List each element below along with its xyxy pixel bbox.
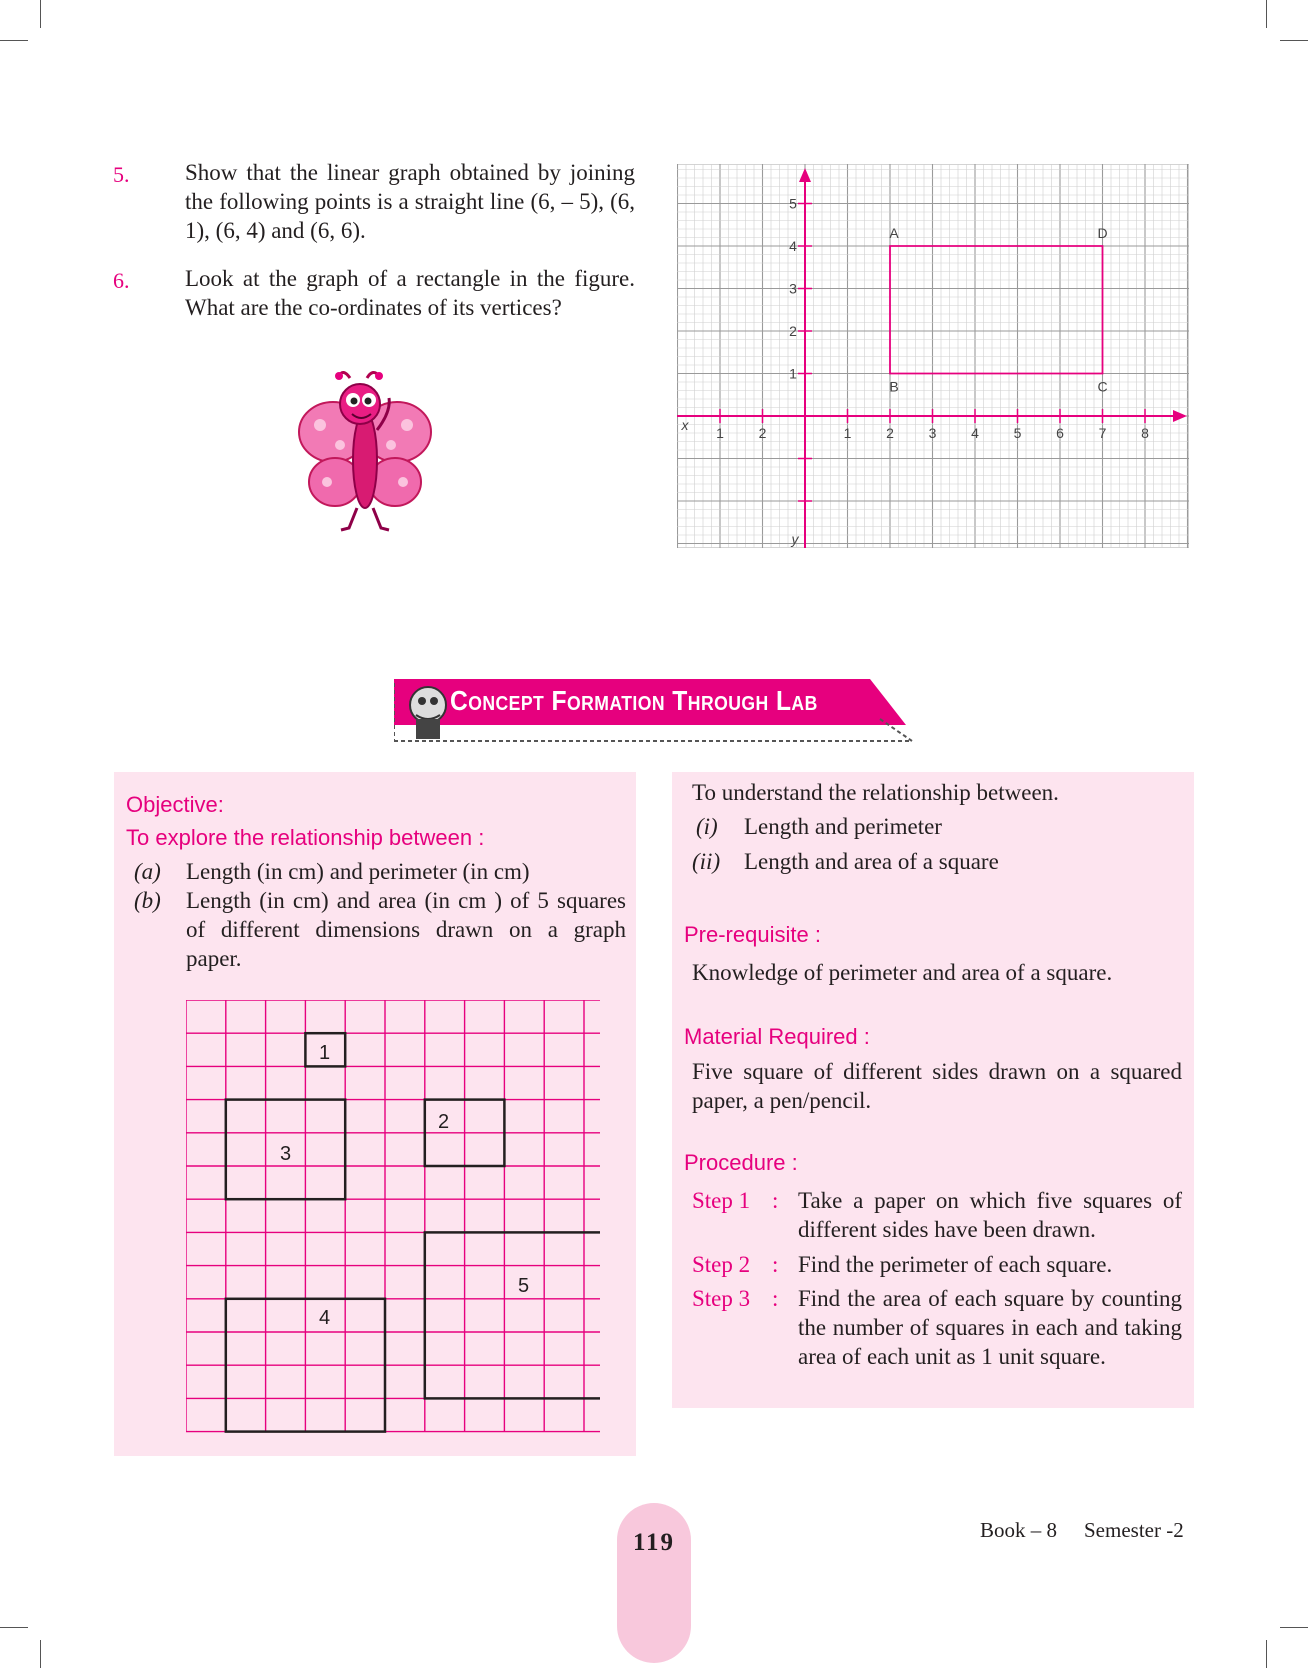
- coordinate-graph: [677, 164, 1189, 548]
- step-separator: :: [772, 1252, 779, 1277]
- question-text: Show that the linear graph obtained by joining the following points is a straight line (6, – 5), (6, 1), (6, 4) and (6, 6).: [185, 160, 635, 243]
- question-number: 5.: [113, 162, 130, 187]
- step-text: Take a paper on which five squares of different sides have been drawn.: [798, 1188, 1182, 1242]
- x-tick-label: 1: [843, 425, 852, 441]
- x-tick-label: 8: [1141, 425, 1149, 441]
- y-tick-label: 4: [789, 238, 797, 254]
- page-number: 119: [632, 1529, 676, 1556]
- step-label: Step 1: [692, 1188, 751, 1213]
- prereq-heading: Pre-requisite :: [684, 922, 821, 947]
- graph-grid: [677, 164, 1189, 548]
- y-axis-label: y: [791, 531, 799, 547]
- material-text: Five square of different sides drawn on a squared paper, a pen/pencil.: [692, 1059, 1182, 1113]
- step-separator: :: [772, 1188, 779, 1213]
- step-label: Step 3: [692, 1286, 751, 1311]
- x-tick-label: 4: [971, 425, 979, 441]
- question-number: 6.: [113, 268, 130, 293]
- x-tick-label: 7: [1098, 425, 1107, 441]
- item-marker: (i): [696, 814, 718, 839]
- x-tick-label: 2: [758, 425, 767, 441]
- item-text: Length (in cm) and perimeter (in cm): [186, 859, 530, 884]
- scientist-icon: [410, 687, 446, 739]
- y-tick-label: 1: [789, 365, 797, 382]
- question-text: Look at the graph of a rectangle in the figure. What are the co-ordinates of its vertices?: [185, 266, 635, 320]
- butterfly-icon: [299, 372, 431, 530]
- item-text: Length and perimeter: [744, 814, 942, 839]
- y-tick-label: 2: [789, 323, 797, 339]
- x-tick-label: 3: [928, 425, 937, 441]
- square-label: 4: [319, 1307, 331, 1329]
- squares-grid: [186, 1000, 600, 1440]
- vertex-label-c: C: [1097, 378, 1108, 395]
- x-tick-label: 6: [1056, 425, 1064, 441]
- square-label: 2: [438, 1111, 450, 1133]
- step-label: Step 2: [692, 1252, 751, 1277]
- banner-title: Concept Formation Through Lab: [450, 685, 818, 716]
- step-separator: :: [772, 1286, 779, 1311]
- step-text: Find the perimeter of each square.: [798, 1252, 1113, 1277]
- x-axis-label: x: [681, 417, 689, 433]
- item-text: Length and area of a square: [744, 849, 999, 874]
- square-5: [425, 1232, 600, 1398]
- x-tick-label: 5: [1013, 425, 1022, 441]
- square-label: 1: [319, 1042, 331, 1064]
- prereq-text: Knowledge of perimeter and area of a square.: [692, 960, 1113, 985]
- butterfly-illustration: [295, 370, 445, 540]
- lab-right-panel: [672, 772, 1194, 1408]
- item-marker: (ii): [692, 849, 721, 874]
- square-label: 3: [280, 1143, 292, 1165]
- step-text: Find the area of each square by counting the number of squares in each and taking area of each unit as 1 unit square.: [798, 1286, 1182, 1369]
- material-heading: Material Required :: [684, 1024, 870, 1049]
- item-marker: (a): [134, 859, 161, 884]
- lab-intro: To understand the relationship between.: [692, 780, 1059, 805]
- y-tick-label: 3: [789, 280, 797, 297]
- page-number-tab: [617, 1503, 691, 1663]
- lab-left-panel: [114, 772, 636, 1456]
- vertex-label-a: A: [889, 225, 899, 241]
- x-tick-label: 2: [886, 425, 894, 441]
- vertex-label-b: B: [889, 378, 899, 395]
- concept-banner: [394, 679, 914, 745]
- square-label: 5: [518, 1275, 530, 1297]
- objective-intro: To explore the relationship between :: [126, 825, 485, 850]
- x-tick-label: 1: [716, 425, 724, 441]
- y-tick-label: 5: [789, 195, 797, 212]
- item-text: Length (in cm) and area (in cm ) of 5 squares of different dimensions drawn on a graph paper.: [186, 888, 626, 971]
- semester-label: Semester -2: [1084, 1518, 1184, 1542]
- procedure-heading: Procedure :: [684, 1150, 798, 1175]
- item-marker: (b): [134, 888, 161, 913]
- book-label: Book – 8: [980, 1518, 1058, 1542]
- objective-heading: Objective:: [126, 792, 224, 817]
- vertex-label-d: D: [1097, 225, 1108, 241]
